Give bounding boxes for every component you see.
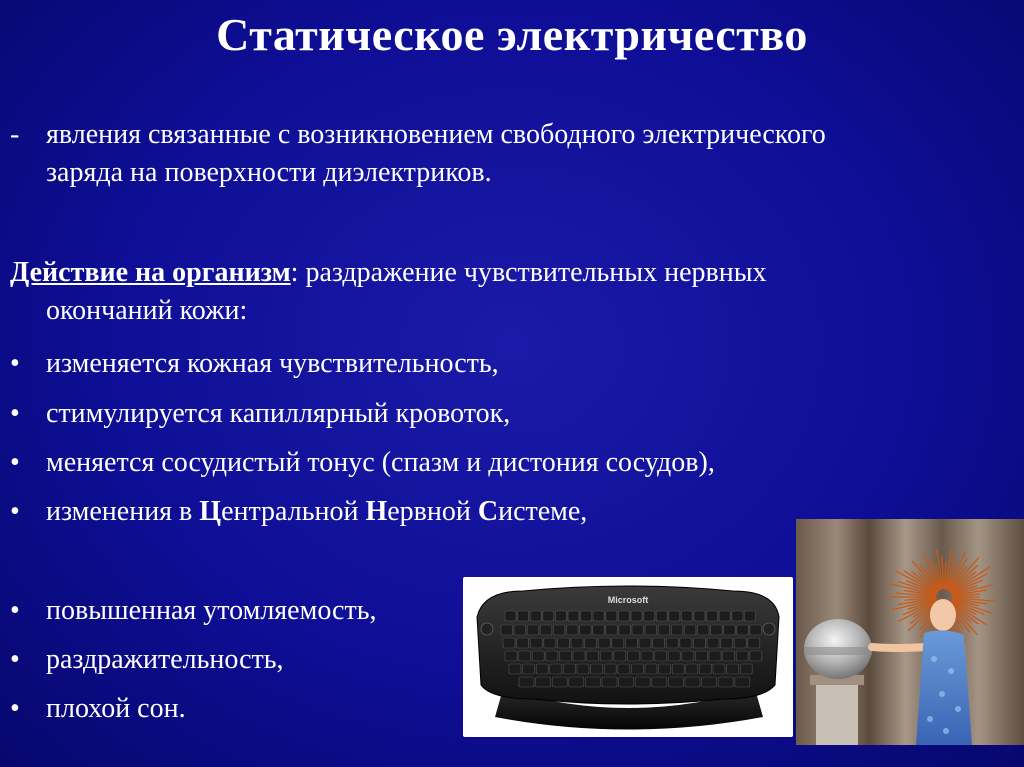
bullet-item	[10, 444, 715, 482]
bullet-item-cns	[10, 493, 587, 531]
dash-marker: -	[10, 119, 20, 150]
cns-text-4: истеме,	[498, 496, 588, 527]
static-hair-girl-image	[796, 519, 1024, 745]
slide-title: Статическое электричество	[216, 9, 808, 60]
definition-paragraph	[10, 116, 1010, 192]
keyboard-image	[463, 577, 793, 737]
bullet-dot: •	[10, 595, 20, 626]
bullet-item	[10, 641, 284, 679]
bullet-text: меняется сосудистый тонус (спазм и дистония сосудов),	[46, 447, 715, 478]
bullet-dot: •	[10, 398, 20, 429]
effect-line-2: окончаний кожи:	[46, 295, 248, 326]
bullet-text: стимулируется капиллярный кровоток,	[46, 398, 511, 429]
bullet-text: повышенная утомляемость,	[46, 595, 377, 626]
definition-line-2: заряда на поверхности диэлектриков.	[46, 157, 492, 188]
keyboard-brand-text: Microsoft	[607, 595, 649, 605]
cns-text-3: ервной	[387, 496, 478, 527]
cns-text-2: ентральной	[221, 496, 366, 527]
cns-letter-n: Н	[365, 496, 388, 527]
definition-line-1: явления связанные с возникновением свободного электрического	[46, 119, 826, 150]
bullet-dot: •	[10, 693, 20, 724]
bullet-item	[10, 345, 499, 383]
bullet-dot: •	[10, 496, 20, 527]
bullet-item	[10, 592, 376, 630]
bullet-dot: •	[10, 644, 20, 675]
effect-colon: :	[290, 257, 299, 288]
bullet-item	[10, 395, 510, 433]
bullet-dot: •	[10, 447, 20, 478]
cns-letter-c: Ц	[199, 496, 222, 527]
effect-paragraph	[10, 254, 970, 330]
cns-letter-s: С	[477, 496, 499, 527]
effect-heading: Действие на организм	[10, 257, 291, 288]
bullet-text: плохой сон.	[46, 693, 186, 724]
bullet-text: изменяется кожная чувствительность,	[46, 348, 499, 379]
cns-text-1: изменения в	[46, 496, 200, 527]
bullet-text: раздражительность,	[46, 644, 284, 675]
bullet-item	[10, 690, 186, 728]
effect-line-1: раздражение чувствительных нервных	[298, 257, 767, 288]
bullet-dot: •	[10, 348, 20, 379]
